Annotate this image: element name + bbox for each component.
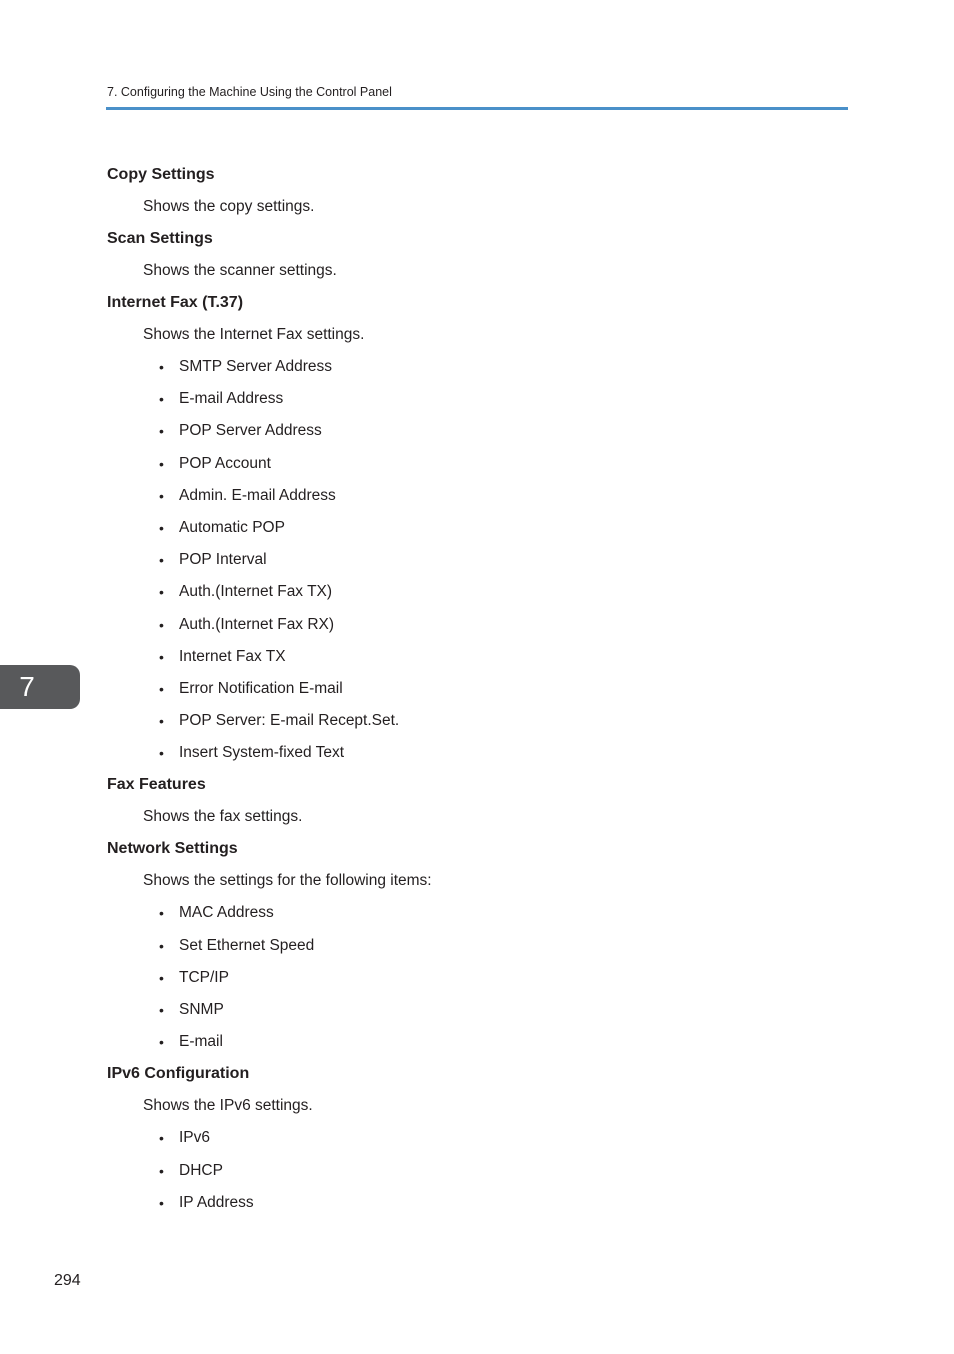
list-item: • Admin. E-mail Address [107,483,847,515]
list-item: • TCP/IP [107,965,847,997]
section-copy-settings [107,162,847,226]
header-rule [106,107,848,110]
bullet-list [107,354,847,772]
list-item: • E-mail Address [107,386,847,418]
bullet-list [107,1125,847,1222]
list-item: • Auth.(Internet Fax RX) [107,612,847,644]
page-content [107,162,847,1222]
list-item: • IPv6 [107,1125,847,1157]
list-item: • POP Account [107,451,847,483]
section-description: Shows the scanner settings. [143,262,337,279]
list-item: • IP Address [107,1190,847,1222]
section-title: Internet Fax (T.37) [107,294,244,311]
section-title: Scan Settings [107,230,213,247]
list-item: • Set Ethernet Speed [107,933,847,965]
list-item: • Automatic POP [107,515,847,547]
section-description: Shows the Internet Fax settings. [143,326,365,343]
section-description: Shows the settings for the following items: [143,872,432,890]
section-ipv6-configuration [107,1061,847,1222]
section-description: Shows the fax settings. [143,808,303,826]
list-item: • SNMP [107,997,847,1029]
list-item: • Insert System-fixed Text [107,740,847,772]
chapter-tab: 7 [0,665,80,709]
section-description: Shows the copy settings. [143,198,315,215]
section-title: Copy Settings [107,166,215,183]
section-network-settings [107,836,847,1061]
section-title: Network Settings [107,840,238,858]
list-item: • POP Server Address [107,418,847,450]
list-item: • Internet Fax TX [107,644,847,676]
list-item: • SMTP Server Address [107,354,847,386]
list-item: • Auth.(Internet Fax TX) [107,579,847,611]
page-number: 294 [54,1272,81,1289]
list-item: • Error Notification E-mail [107,676,847,708]
list-item: • MAC Address [107,900,847,932]
section-scan-settings [107,226,847,290]
list-item: • E-mail [107,1029,847,1061]
list-item: • POP Interval [107,547,847,579]
list-item: • POP Server: E-mail Recept.Set. [107,708,847,740]
section-title: IPv6 Configuration [107,1065,250,1083]
section-fax-features [107,772,847,836]
section-title: Fax Features [107,776,206,794]
list-item: • DHCP [107,1158,847,1190]
running-header: 7. Configuring the Machine Using the Control Panel [107,85,392,99]
section-description: Shows the IPv6 settings. [143,1097,313,1115]
section-internet-fax [107,290,847,772]
bullet-list [107,900,847,1061]
